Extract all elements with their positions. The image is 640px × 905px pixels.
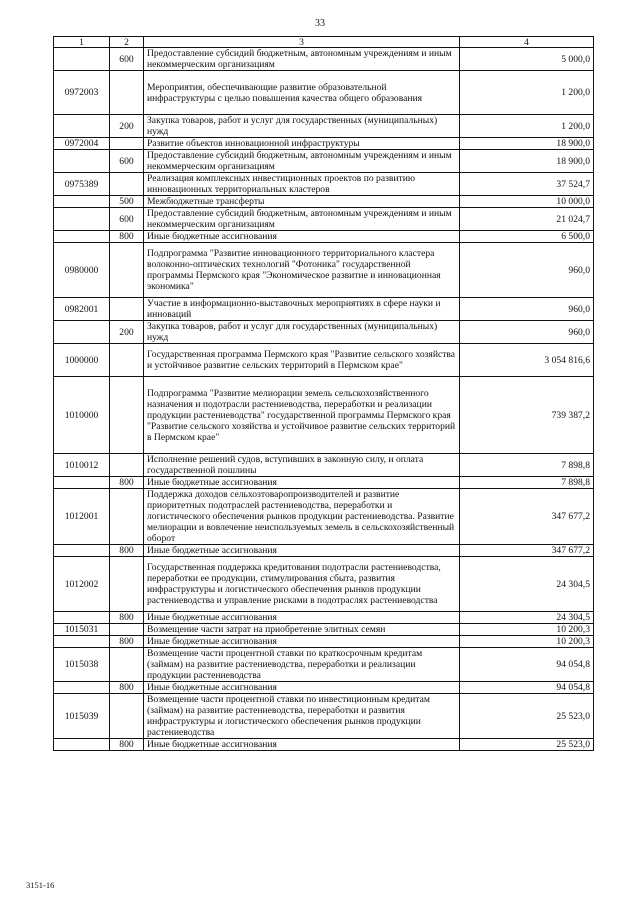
row-description: Иные бюджетные ассигнования: [144, 739, 460, 751]
row-description: Реализация комплексных инвестиционных проектов по развитию инновационных территориальных кластеров: [144, 173, 460, 196]
row-description: Поддержка доходов сельхозтоваропроизводителей и развитие приоритетных подотраслей растениеводства, переработки и логистического обеспечения рынков продукции растениеводства. Развитие мелиорации и вовлечение неиспользуемых земель в сельскохозяйственный оборот: [144, 489, 460, 545]
table-row: [54, 377, 594, 454]
row-expense-type: 200: [110, 321, 144, 344]
table-row: [54, 624, 594, 636]
table-row: [54, 115, 594, 138]
row-description: Возмещение части процентной ставки по инвестиционным кредитам (займам) на развитие растениеводства, переработки и развития инфраструктуры и логистического обеспечения рынков продукции растениеводства: [144, 694, 460, 739]
row-expense-type: 600: [110, 150, 144, 173]
header-col-4: 4: [460, 37, 594, 48]
table-row: [54, 636, 594, 648]
row-code: [54, 115, 110, 138]
row-amount: 739 387,2: [460, 377, 594, 454]
row-expense-type: [110, 694, 144, 739]
row-code: [54, 196, 110, 208]
row-expense-type: [110, 173, 144, 196]
row-expense-type: [110, 489, 144, 545]
row-code: 0972004: [54, 138, 110, 150]
row-expense-type: 600: [110, 208, 144, 231]
row-description: Подпрограмма "Развитие инновационного территориального кластера волоконно-оптических технологий "Фотоника" государственной программы Пермского края "Экономическое развитие и инновационная экономика": [144, 243, 460, 298]
row-amount: 347 677,2: [460, 489, 594, 545]
row-description: Исполнение решений судов, вступивших в законную силу, и оплата государственной пошлины: [144, 454, 460, 477]
row-expense-type: [110, 454, 144, 477]
row-expense-type: 800: [110, 477, 144, 489]
table-row: [54, 173, 594, 196]
row-amount: 10 000,0: [460, 196, 594, 208]
table-row: [54, 321, 594, 344]
table-row: [54, 196, 594, 208]
row-amount: 25 523,0: [460, 694, 594, 739]
row-expense-type: [110, 557, 144, 612]
row-code: 1000000: [54, 344, 110, 377]
row-code: [54, 208, 110, 231]
table-header-row: [54, 37, 594, 48]
row-description: Развитие объектов инновационной инфраструктуры: [144, 138, 460, 150]
row-expense-type: 600: [110, 48, 144, 71]
row-code: [54, 150, 110, 173]
row-amount: 960,0: [460, 243, 594, 298]
row-description: Иные бюджетные ассигнования: [144, 231, 460, 243]
row-amount: 7 898,8: [460, 477, 594, 489]
row-amount: 960,0: [460, 321, 594, 344]
row-expense-type: 800: [110, 545, 144, 557]
table-row: [54, 545, 594, 557]
table-row: [54, 298, 594, 321]
row-description: Подпрограмма "Развитие мелиорации земель сельскохозяйственного назначения и подотрасли растениеводства, переработки и реализации продукции растениеводства" государственной программы Пермского края "Развитие сельского хозяйства и устойчивое развитие сельских территорий в Пермском крае": [144, 377, 460, 454]
row-code: [54, 739, 110, 751]
table-row: [54, 208, 594, 231]
row-description: Иные бюджетные ассигнования: [144, 612, 460, 624]
row-description: Предоставление субсидий бюджетным, автономным учреждениям и иным некоммерческим организациям: [144, 208, 460, 231]
row-code: 0980000: [54, 243, 110, 298]
table-row: [54, 477, 594, 489]
row-expense-type: [110, 243, 144, 298]
row-description: Иные бюджетные ассигнования: [144, 636, 460, 648]
row-code: 0975389: [54, 173, 110, 196]
header-col-2: 2: [110, 37, 144, 48]
row-code: [54, 612, 110, 624]
table-row: [54, 454, 594, 477]
row-amount: 10 200,3: [460, 624, 594, 636]
table-row: [54, 648, 594, 682]
row-amount: 1 200,0: [460, 115, 594, 138]
row-amount: 37 524,7: [460, 173, 594, 196]
row-expense-type: 800: [110, 636, 144, 648]
table-row: [54, 557, 594, 612]
row-amount: 24 304,5: [460, 557, 594, 612]
row-code: [54, 477, 110, 489]
row-code: [54, 545, 110, 557]
row-amount: 94 054,8: [460, 648, 594, 682]
row-amount: 18 900,0: [460, 150, 594, 173]
row-description: Государственная поддержка кредитования подотрасли растениеводства, переработки ее продукции, стимулирования сбыта, развития инфраструктуры и логистического обеспечения рынков продукции растениеводства и управление рисками в подотраслях растениеводства: [144, 557, 460, 612]
row-amount: 94 054,8: [460, 682, 594, 694]
row-description: Возмещение части затрат на приобретение элитных семян: [144, 624, 460, 636]
table-row: [54, 243, 594, 298]
row-description: Мероприятия, обеспечивающие развитие образовательной инфраструктуры с целью повышения качества общего образования: [144, 71, 460, 115]
table-row: [54, 48, 594, 71]
row-expense-type: [110, 138, 144, 150]
row-expense-type: [110, 71, 144, 115]
row-description: Иные бюджетные ассигнования: [144, 477, 460, 489]
table-row: [54, 150, 594, 173]
row-description: Межбюджетные трансферты: [144, 196, 460, 208]
table-row: [54, 739, 594, 751]
row-code: [54, 231, 110, 243]
row-code: 1010000: [54, 377, 110, 454]
row-code: 1012001: [54, 489, 110, 545]
table-row: [54, 489, 594, 545]
row-expense-type: 800: [110, 231, 144, 243]
row-code: 0972003: [54, 71, 110, 115]
row-amount: 1 200,0: [460, 71, 594, 115]
row-code: 1015038: [54, 648, 110, 682]
table-row: [54, 682, 594, 694]
row-code: [54, 48, 110, 71]
row-expense-type: [110, 648, 144, 682]
row-expense-type: 800: [110, 739, 144, 751]
row-amount: 21 024,7: [460, 208, 594, 231]
row-expense-type: [110, 377, 144, 454]
table-row: [54, 694, 594, 739]
row-description: Иные бюджетные ассигнования: [144, 682, 460, 694]
row-code: [54, 636, 110, 648]
row-amount: 347 677,2: [460, 545, 594, 557]
row-expense-type: 800: [110, 612, 144, 624]
row-expense-type: [110, 298, 144, 321]
row-description: Участие в информационно-выставочных мероприятиях в сфере науки и инноваций: [144, 298, 460, 321]
row-expense-type: [110, 344, 144, 377]
table-row: [54, 71, 594, 115]
page-number: 33: [315, 18, 325, 29]
table-row: [54, 231, 594, 243]
row-code: [54, 321, 110, 344]
row-amount: 25 523,0: [460, 739, 594, 751]
row-amount: 10 200,3: [460, 636, 594, 648]
row-amount: 7 898,8: [460, 454, 594, 477]
budget-table: [53, 36, 594, 751]
row-description: Предоставление субсидий бюджетным, автономным учреждениям и иным некоммерческим организациям: [144, 48, 460, 71]
row-expense-type: 200: [110, 115, 144, 138]
row-amount: 5 000,0: [460, 48, 594, 71]
row-code: 1010012: [54, 454, 110, 477]
row-code: 1015039: [54, 694, 110, 739]
row-expense-type: 800: [110, 682, 144, 694]
header-col-1: 1: [54, 37, 110, 48]
row-amount: 3 054 816,6: [460, 344, 594, 377]
row-description: Возмещение части процентной ставки по краткосрочным кредитам (займам) на развитие растениеводства, переработки и реализации продукции растениеводства: [144, 648, 460, 682]
header-col-3: 3: [144, 37, 460, 48]
table-row: [54, 344, 594, 377]
row-amount: 960,0: [460, 298, 594, 321]
table-row: [54, 138, 594, 150]
table-row: [54, 612, 594, 624]
row-amount: 24 304,5: [460, 612, 594, 624]
row-code: [54, 682, 110, 694]
row-description: Иные бюджетные ассигнования: [144, 545, 460, 557]
row-amount: 6 500,0: [460, 231, 594, 243]
row-expense-type: 500: [110, 196, 144, 208]
row-amount: 18 900,0: [460, 138, 594, 150]
footer-code: 3151-16: [26, 880, 55, 890]
row-expense-type: [110, 624, 144, 636]
row-code: 0982001: [54, 298, 110, 321]
row-code: 1015031: [54, 624, 110, 636]
row-description: Предоставление субсидий бюджетным, автономным учреждениям и иным некоммерческим организациям: [144, 150, 460, 173]
row-code: 1012002: [54, 557, 110, 612]
row-description: Закупка товаров, работ и услуг для государственных (муниципальных) нужд: [144, 115, 460, 138]
row-description: Государственная программа Пермского края "Развитие сельского хозяйства и устойчивое развитие сельских территорий в Пермском крае": [144, 344, 460, 377]
row-description: Закупка товаров, работ и услуг для государственных (муниципальных) нужд: [144, 321, 460, 344]
